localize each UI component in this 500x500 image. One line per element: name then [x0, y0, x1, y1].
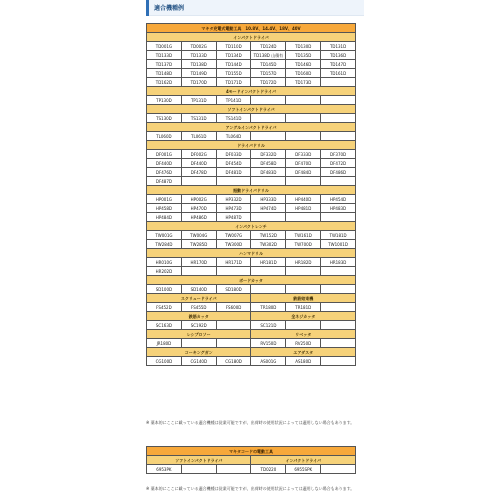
- model-cell: AS001G: [251, 357, 286, 366]
- model-cell: [321, 465, 356, 474]
- model-cell: HP484D: [147, 213, 182, 222]
- category-header: アングルインパクトドライバ: [147, 123, 356, 132]
- model-cell: TD133D: [181, 51, 216, 60]
- model-cell: HP332D: [216, 195, 251, 204]
- model-cell: HP483D: [321, 204, 356, 213]
- model-cell: [251, 177, 286, 186]
- table-row: [147, 159, 356, 168]
- model-cell: TW1001D: [321, 240, 356, 249]
- model-cell: HR171D: [216, 258, 251, 267]
- table-row: [147, 96, 356, 105]
- category-header: ハンマドリル: [147, 249, 356, 258]
- model-cell: TD155D: [216, 69, 251, 78]
- model-cell: [321, 339, 356, 348]
- model-cell: TW302D: [251, 240, 286, 249]
- model-cell: DF332D: [251, 150, 286, 159]
- table-row: [147, 42, 356, 51]
- model-cell: TS141D: [216, 114, 251, 123]
- model-cell: TW161D: [286, 231, 321, 240]
- table-row: [147, 258, 356, 267]
- model-cell: TD131D: [321, 42, 356, 51]
- category-header: ソフトインパクトドライバ: [147, 105, 356, 114]
- model-cell: [286, 285, 321, 294]
- model-cell: [286, 321, 321, 330]
- model-cell: JR180D: [147, 339, 182, 348]
- model-cell: DF333D: [286, 150, 321, 159]
- table-top-label: マキタコードの電動工具: [147, 447, 356, 456]
- note-text: ※ 薬本的にここに載っている適合機種は従業可能ですが、出荷時の使用状況によっては適用しない場合もあります。: [146, 420, 355, 425]
- table-row: [147, 60, 356, 69]
- model-cell: HR202D: [147, 267, 182, 276]
- model-cell: TR181D: [286, 303, 321, 312]
- model-cell: HP440D: [286, 195, 321, 204]
- model-cell: [286, 96, 321, 105]
- compatibility-table: [146, 23, 356, 366]
- model-cell: TD130D: [286, 42, 321, 51]
- model-cell: TW285D: [181, 240, 216, 249]
- model-cell: [216, 465, 251, 474]
- table-row: [147, 339, 356, 348]
- model-cell: [216, 339, 251, 348]
- model-cell: [321, 114, 356, 123]
- model-cell: TD173D: [286, 78, 321, 87]
- model-cell: TD171D: [216, 78, 251, 87]
- table-row: [147, 177, 356, 186]
- model-cell: TD110D: [216, 42, 251, 51]
- model-cell: TW152D: [251, 231, 286, 240]
- model-cell: AS180D: [286, 357, 321, 366]
- table-row: [147, 168, 356, 177]
- model-cell: [251, 285, 286, 294]
- model-cell: TD001G: [147, 42, 182, 51]
- table-row: [147, 69, 356, 78]
- model-cell: [181, 465, 216, 474]
- note-text-2: ※ 薬本的にここに載っている適合機種は従業可能ですが、出荷時の使用状況によっては適用しない場合もあります。: [146, 486, 355, 491]
- header-accent-bar: [146, 0, 149, 16]
- model-cell: SC121D: [251, 321, 286, 330]
- model-cell: [321, 267, 356, 276]
- model-cell: [321, 357, 356, 366]
- table-top-label: マキタ充電式電動工具 10.8V、14.4V、18V、40V: [147, 24, 356, 33]
- category-header: 振動ドライバドリル: [147, 186, 356, 195]
- category-header: ドライバドリル: [147, 141, 356, 150]
- model-cell: CG140D: [181, 357, 216, 366]
- category-header: 鉄筋カッタ: [147, 312, 251, 321]
- model-cell: [216, 177, 251, 186]
- model-cell: TD002G: [181, 42, 216, 51]
- model-cell: [251, 114, 286, 123]
- model-cell: 6955SPK: [286, 465, 321, 474]
- model-cell: TD144D: [216, 60, 251, 69]
- model-cell: HR182D: [286, 258, 321, 267]
- model-cell: [321, 213, 356, 222]
- model-cell: TD137D: [147, 60, 182, 69]
- model-cell: [286, 177, 321, 186]
- model-cell: HP454D: [321, 195, 356, 204]
- model-cell: TP141D: [216, 96, 251, 105]
- model-cell: TP131D: [181, 96, 216, 105]
- model-cell: HP474D: [251, 204, 286, 213]
- model-cell: CG100D: [147, 357, 182, 366]
- model-cell: DF484D: [286, 168, 321, 177]
- model-cell: TD138D: [181, 60, 216, 69]
- model-cell: [321, 321, 356, 330]
- category-header: インパクトレンチ: [147, 222, 356, 231]
- model-cell: HR183D: [321, 258, 356, 267]
- model-cell: TD145D: [251, 60, 286, 69]
- model-cell: TD133D: [147, 51, 182, 60]
- model-cell: HP333D: [251, 195, 286, 204]
- model-cell: 6953PK: [147, 465, 182, 474]
- model-cell: [251, 213, 286, 222]
- model-cell: [181, 267, 216, 276]
- model-cell: TD172D: [251, 78, 286, 87]
- table-row: [147, 51, 356, 60]
- model-cell: TS131D: [181, 114, 216, 123]
- model-cell: TS130D: [147, 114, 182, 123]
- category-header: 4モードインパクトドライバ: [147, 87, 356, 96]
- table-row: [147, 267, 356, 276]
- model-cell: TD138D 山積有: [251, 51, 286, 60]
- model-cell: TD134D: [216, 51, 251, 60]
- model-cell: TL060D: [147, 132, 182, 141]
- category-header: コーキングガン: [147, 348, 251, 357]
- model-cell: HR010G: [147, 258, 182, 267]
- category-header: 鉄筋結束機: [251, 294, 356, 303]
- model-cell: DF440D: [147, 159, 182, 168]
- table-row: [147, 321, 356, 330]
- model-cell: TW700D: [286, 240, 321, 249]
- model-cell: [286, 132, 321, 141]
- model-cell: [216, 267, 251, 276]
- model-cell: DF458D: [251, 159, 286, 168]
- model-cell: SD180D: [216, 285, 251, 294]
- model-cell: HP481D: [286, 204, 321, 213]
- model-cell: DF487D: [147, 177, 182, 186]
- model-cell: [321, 132, 356, 141]
- category-header: ボードカッタ: [147, 276, 356, 285]
- model-cell: CG180D: [216, 357, 251, 366]
- model-cell: HP470D: [181, 204, 216, 213]
- model-cell: FS455D: [181, 303, 216, 312]
- model-cell: DF481D: [216, 168, 251, 177]
- category-header: エアダスタ: [251, 348, 356, 357]
- table-row: [147, 204, 356, 213]
- model-cell: DF440D: [181, 159, 216, 168]
- model-cell: SD140D: [181, 285, 216, 294]
- model-cell: TL061D: [181, 132, 216, 141]
- model-cell: [251, 267, 286, 276]
- category-header: ソフトインパクトドライバ: [147, 456, 251, 465]
- model-cell: TD146D: [286, 60, 321, 69]
- category-header: スクリュードライバ: [147, 294, 251, 303]
- model-cell: TD160D: [286, 69, 321, 78]
- table-row: [147, 78, 356, 87]
- table-row: [147, 231, 356, 240]
- model-cell: [286, 213, 321, 222]
- model-cell: SC192D: [181, 321, 216, 330]
- model-cell: TW181D: [321, 231, 356, 240]
- model-cell: [181, 177, 216, 186]
- model-cell: DF478D: [181, 168, 216, 177]
- model-cell: TW284D: [147, 240, 182, 249]
- category-header: インパクトドライバ: [147, 33, 356, 42]
- model-cell: [251, 96, 286, 105]
- model-cell: DF486D: [321, 168, 356, 177]
- model-cell: DF002G: [181, 150, 216, 159]
- model-cell: HP458D: [147, 204, 182, 213]
- model-cell: HR170D: [181, 258, 216, 267]
- table-row: [147, 195, 356, 204]
- model-cell: DF454D: [216, 159, 251, 168]
- model-cell: [321, 285, 356, 294]
- model-cell: TD157D: [251, 69, 286, 78]
- table-row: [147, 132, 356, 141]
- model-cell: DF370D: [321, 150, 356, 159]
- model-cell: TW007G: [216, 231, 251, 240]
- table-row: [147, 213, 356, 222]
- model-cell: TD147D: [321, 60, 356, 69]
- model-cell: TW004G: [181, 231, 216, 240]
- model-cell: HP473D: [216, 204, 251, 213]
- model-cell: TD0220: [251, 465, 286, 474]
- model-cell: DF476D: [147, 168, 182, 177]
- category-header: インパクトドライバ: [251, 456, 356, 465]
- model-cell: RV150D: [251, 339, 286, 348]
- category-header: 全ネジカッタ: [251, 312, 356, 321]
- model-cell: DF470D: [286, 159, 321, 168]
- model-cell: [321, 78, 356, 87]
- model-cell: TP130D: [147, 96, 182, 105]
- model-cell: TR180D: [251, 303, 286, 312]
- model-cell: TD135D: [286, 51, 321, 60]
- model-cell: TD136D: [321, 51, 356, 60]
- model-cell: RV250D: [286, 339, 321, 348]
- cord-tool-table: [146, 446, 356, 474]
- table-row: [147, 303, 356, 312]
- model-cell: DF001G: [147, 150, 182, 159]
- table-row: [147, 285, 356, 294]
- model-cell: TD161D: [321, 69, 356, 78]
- table-row: [147, 114, 356, 123]
- model-cell: TW001G: [147, 231, 182, 240]
- model-cell: HP002G: [181, 195, 216, 204]
- model-cell: [321, 177, 356, 186]
- table-row: [147, 357, 356, 366]
- table-row: [147, 240, 356, 249]
- model-cell: [321, 96, 356, 105]
- model-cell: DF483D: [251, 168, 286, 177]
- category-header: リベッタ: [251, 330, 356, 339]
- model-cell: HP001G: [147, 195, 182, 204]
- model-cell: [286, 267, 321, 276]
- model-cell: [181, 339, 216, 348]
- model-cell: DF033D: [216, 150, 251, 159]
- model-cell: [251, 132, 286, 141]
- model-cell: TL064D: [216, 132, 251, 141]
- model-cell: FS600D: [216, 303, 251, 312]
- model-cell: TD149D: [181, 69, 216, 78]
- section-title: 適合機種例: [154, 5, 185, 12]
- model-cell: TD148D: [147, 69, 182, 78]
- model-cell: TW300D: [216, 240, 251, 249]
- model-cell: [286, 114, 321, 123]
- category-header: レシプロソー: [147, 330, 251, 339]
- model-cell: SD100D: [147, 285, 182, 294]
- model-cell: DF472D: [321, 159, 356, 168]
- model-cell: TD162D: [147, 78, 182, 87]
- model-cell: HP487D: [216, 213, 251, 222]
- section-header: [146, 0, 364, 16]
- table-row: [147, 465, 356, 474]
- model-cell: HR181D: [251, 258, 286, 267]
- model-cell: TD170D: [181, 78, 216, 87]
- model-cell: FS452D: [147, 303, 182, 312]
- table-row: [147, 150, 356, 159]
- model-cell: [321, 303, 356, 312]
- model-cell: TD124D: [251, 42, 286, 51]
- model-cell: [216, 321, 251, 330]
- model-cell: HP486D: [181, 213, 216, 222]
- model-cell: SC163D: [147, 321, 182, 330]
